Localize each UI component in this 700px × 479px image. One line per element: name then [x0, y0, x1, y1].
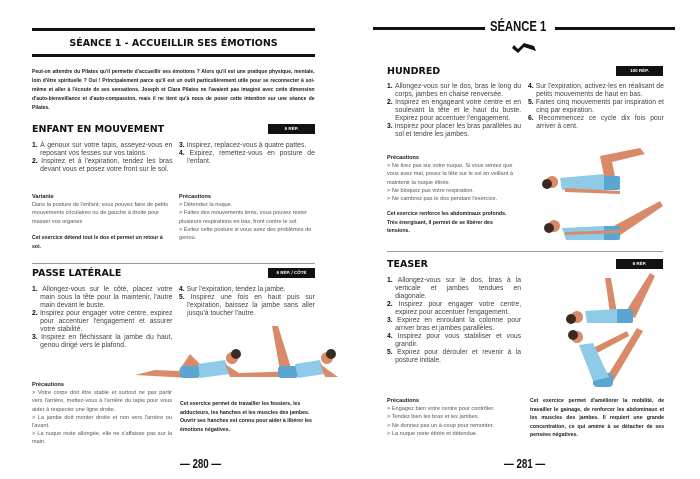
- steps-list: [179, 141, 315, 165]
- step: 1. Allongez-vous sur le côté, placez votre main sous la tête pour la maintenir, l'autre main devant le buste.: [32, 284, 173, 309]
- step: 1. À genoux sur votre tapis, asseyez-vous en reposant vos fesses sur vos talons.: [32, 140, 173, 157]
- precautions: Précautions > Engagez bien votre centre pour contrôler. > Tendez bien les bras et les jambes. > Ne donnez pas un à-coup pour remonter. > La nuque reste étirée et détendue.: [387, 398, 495, 437]
- exercise-title: PASSE LATÉRALE: [32, 268, 122, 279]
- lightning-icon: [510, 42, 538, 56]
- step: 4. Sur l'expiration, activez-les en réalisant de petits mouvements de haut en bas.: [528, 81, 664, 98]
- reps-badge: 100 RÉP.: [616, 66, 663, 76]
- header-rule-left: [373, 27, 485, 30]
- step: 2. Inspirez pour engager votre centre, expirez pour accentuer l'engagement.: [387, 299, 522, 316]
- steps-list: [179, 285, 315, 317]
- step: 1. Allongez-vous sur le dos, bras le long du corps, jambes en chaise renversée.: [387, 81, 522, 98]
- step: 3. Inspirez, replacez-vous à quatre pattes.: [179, 140, 307, 149]
- figure-bent-knee: [135, 349, 245, 378]
- benefit-text: Cet exercice renforce les abdominaux profonds. Très énergisant, il permet de se libérer des tensions.: [387, 211, 507, 235]
- steps-list: [528, 82, 664, 130]
- divider: [387, 251, 663, 252]
- step: 1. Allongez-vous sur le dos, bras à la verticale et jambes tendues en diagonale.: [387, 275, 522, 300]
- figure-vertical-arms: [566, 273, 655, 324]
- step: 5. Expirez pour dérouler et revenir à la posture initiale.: [387, 347, 522, 364]
- steps-list: [387, 276, 521, 364]
- step: 4. Sur l'expiration, tendez la jambe.: [179, 284, 286, 293]
- precautions: Précautions > Ne tirez pas sur votre nuque. Si vous sentez que vous avez mal, posez la tête sur le sol en veillant à maintenir la nuque étirée. > Ne bloquez pas votre respiration. > Ne cambrez pas le dos pendant l'exercice.: [387, 155, 513, 203]
- step: 2. Inspirez et à l'expiration, tendez les bras devant vous et posez votre front sur le sol.: [32, 156, 173, 173]
- step: 3. Expirez en enroulant la colonne pour arriver bras et jambes parallèles.: [387, 315, 522, 332]
- reps-badge: 6 RÉP.: [616, 259, 663, 269]
- step: 2. Inspirez en engageant votre centre et en soulevant la tête et le haut du buste. Expirez pour accentuer l'engagement.: [387, 97, 522, 122]
- figure-v-sit: [568, 328, 643, 387]
- figure-tabletop: [542, 148, 645, 194]
- step: 4. Inspirez pour vous stabiliser et vous grandir.: [387, 331, 522, 348]
- header-rule-right: [555, 27, 675, 30]
- figure-legs-extended: [544, 201, 663, 240]
- title-rule: [32, 54, 315, 57]
- reps-badge: 6 RÉP. / CÔTÉ: [268, 268, 315, 278]
- step: 5. Inspirez une fois en haut puis sur l'expiration, baissez la jambe sans aller jusqu'à toucher l'autre.: [179, 292, 315, 317]
- step: 3. Inspirez en fléchissant la jambe du haut, genou dirigé vers le plafond.: [32, 332, 173, 349]
- top-rule: [32, 28, 315, 31]
- intro-text: Peut-on attendre du Pilates qu'il permette d'accueillir ses émotions ? Alors qu'il est une pratique physique, mentale, loin d'être spirituelle ? Oui ! Principalement parce qu'il est un outil particulièrement utile pour se reconnecter à soi-même et aller à l'écoute de ses sensations. Joseph et Clara Pilates ne l'avaient pas imaginé avec cette dimension d'auto-bienveillance et d'auto-compassion, mais il ne tient qu'à nous de poser cette intention sur une séance de Pilates.: [32, 69, 315, 111]
- figure-raised-leg: [235, 326, 338, 378]
- exercise-title: ENFANT EN MOUVEMENT: [32, 124, 165, 135]
- page-number: — 280 —: [180, 456, 222, 471]
- benefit-text: Cet exercice permet de travailler les fessiers, les adducteurs, les hanches et les muscles des jambes. Ouvrir ses hanches est connu pour aider à libérer les émotions négatives.: [180, 401, 312, 433]
- step: 6. Recommencez ce cycle dix fois pour arriver à cent.: [528, 113, 664, 130]
- exercise-title: TEASER: [387, 259, 428, 270]
- steps-list: [387, 82, 521, 138]
- step: 3. Inspirez pour placer les bras parallèles au sol et tendre les jambes.: [387, 121, 522, 138]
- page-title: SÉANCE 1 - ACCUEILLIR SES ÉMOTIONS: [69, 38, 278, 49]
- session-title: SÉANCE 1: [490, 18, 547, 35]
- hundred-illustration: [540, 146, 665, 246]
- divider: [32, 263, 315, 264]
- benefit-text: Cet exercice permet d'améliorer la mobilité, de travailler le gainage, de renforcer les abdominaux et les muscles des jambes. Il requiert une grande concentration, ce qui amène à se détacher de ses pensées négatives.: [530, 398, 665, 439]
- page-number: — 281 —: [504, 456, 546, 471]
- precautions: Précautions > Détendez la nuque. > Faites des mouvements lents, vous pouvez rester plusieurs respirations en bas, front contre le sol. > Évitez cette posture si vous avez des problèmes de genou.: [179, 194, 312, 242]
- precautions: Précautions > Votre corps doit être stable et surtout ne pas partir vers l'arrière, mettez-vous à l'arrière du tapis pour vous aider à respecter une ligne droite. > La jambe doit monter droite et non vers l'arrière ou l'avant. > La nuque reste allongée, elle ne s'affaisse pas sur la main.: [32, 382, 172, 446]
- step: 2. Inspirez pour engager votre centre, expirez pour accentuer l'engagement et assurer votre stabilité.: [32, 308, 173, 333]
- exercise-title: HUNDRED: [387, 66, 441, 77]
- teaser-illustration: [565, 273, 665, 391]
- step: 5. Faites cinq mouvements par inspiration et cinq par expiration.: [528, 97, 664, 114]
- reps-badge: 6 RÉP.: [268, 124, 315, 134]
- step: 4. Expirez, remettez-vous en posture de l'enfant.: [179, 148, 315, 165]
- benefit-text: Cet exercice détend tout le dos et permet un retour à soi.: [32, 235, 163, 250]
- side-lying-illustration: [130, 322, 340, 380]
- variante: Variante Dans la posture de l'enfant, vous pouvez faire de petits mouvements circulaires ou de gauche à droite pour masser vos organes: [32, 194, 169, 225]
- steps-list: [32, 141, 172, 173]
